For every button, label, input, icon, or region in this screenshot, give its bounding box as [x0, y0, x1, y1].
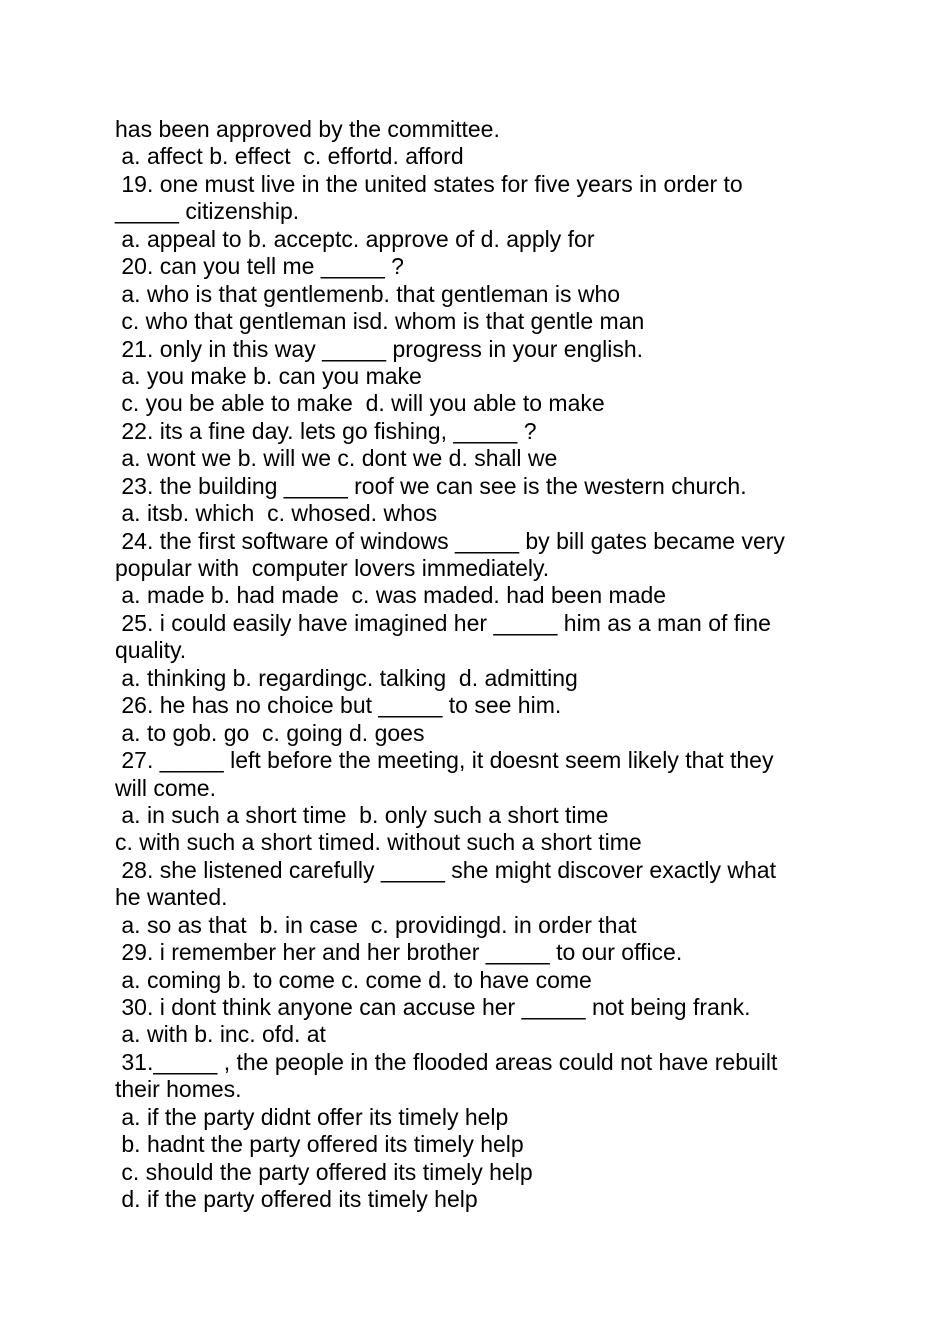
- text-line: 25. i could easily have imagined her _____ him as a man of fine: [115, 609, 771, 636]
- text-line: a. who is that gentlemenb. that gentleman is who: [115, 280, 621, 307]
- text-line: 23. the building _____ roof we can see is the western church.: [115, 472, 747, 499]
- text-line: c. should the party offered its timely help: [115, 1158, 533, 1185]
- text-line: 26. he has no choice but _____ to see him.: [115, 692, 562, 719]
- text-line: 30. i dont think anyone can accuse her _____ not being frank.: [115, 994, 751, 1020]
- text-line: has been approved by the committee.: [115, 116, 500, 142]
- text-line: a. wont we b. will we c. dont we d. shall we: [115, 445, 558, 472]
- text-line: a. made b. had made c. was maded. had been made: [115, 582, 667, 609]
- text-line: 22. its a fine day. lets go fishing, _____ ?: [115, 417, 537, 444]
- document-body: [115, 116, 835, 1214]
- text-line: a. coming b. to come c. come d. to have come: [115, 966, 592, 993]
- text-line: a. if the party didnt offer its timely help: [115, 1103, 509, 1130]
- text-line: 19. one must live in the united states for five years in order to: [115, 170, 743, 197]
- text-line: quality.: [115, 637, 187, 664]
- text-line: d. if the party offered its timely help: [115, 1186, 478, 1213]
- text-line: c. who that gentleman isd. whom is that gentle man: [115, 308, 645, 335]
- text-line: he wanted.: [115, 884, 228, 911]
- text-line: a. affect b. effect c. effortd. afford: [115, 143, 464, 170]
- text-line: popular with computer lovers immediately.: [115, 555, 550, 581]
- text-line: c. you be able to make d. will you able to make: [115, 390, 605, 417]
- text-line: their homes.: [115, 1076, 242, 1103]
- text-line: a. thinking b. regardingc. talking d. admitting: [115, 664, 578, 691]
- text-line: a. with b. inc. ofd. at: [115, 1021, 326, 1048]
- text-line: a. itsb. which c. whosed. whos: [115, 500, 438, 527]
- text-line: a. to gob. go c. going d. goes: [115, 719, 425, 746]
- text-line: 27. _____ left before the meeting, it doesnt seem likely that they: [115, 747, 774, 774]
- text-line: 28. she listened carefully _____ she might discover exactly what: [115, 856, 776, 883]
- text-line: _____ citizenship.: [115, 198, 300, 225]
- text-line: b. hadnt the party offered its timely help: [115, 1131, 524, 1158]
- text-line: 31._____ , the people in the flooded areas could not have rebuilt: [115, 1048, 778, 1075]
- text-line: a. so as that b. in case c. providingd. in order that: [115, 911, 637, 938]
- text-line: a. appeal to b. acceptc. approve of d. apply for: [115, 225, 595, 252]
- text-line: a. in such a short time b. only such a short time: [115, 801, 609, 828]
- text-line: 20. can you tell me _____ ?: [115, 253, 404, 280]
- text-line: 29. i remember her and her brother _____ to our office.: [115, 939, 683, 966]
- text-line: will come.: [115, 774, 216, 801]
- text-line: 21. only in this way _____ progress in your english.: [115, 335, 644, 362]
- text-line: 24. the first software of windows _____ by bill gates became very: [115, 527, 785, 554]
- text-line: c. with such a short timed. without such a short time: [115, 829, 642, 856]
- text-line: a. you make b. can you make: [115, 362, 422, 389]
